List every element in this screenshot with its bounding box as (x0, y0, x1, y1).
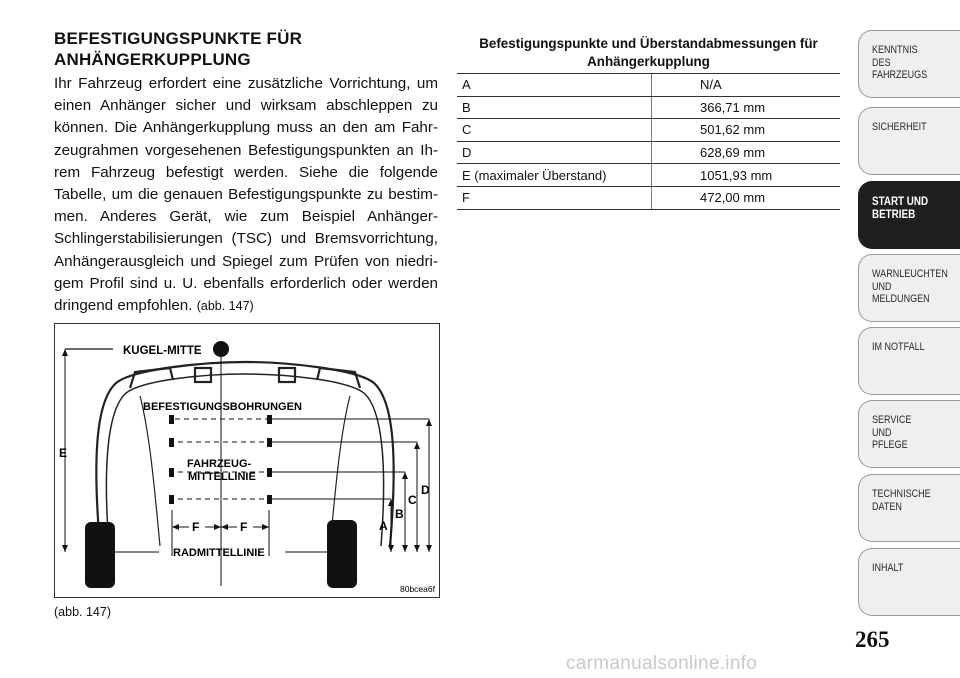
centerline-label-2: MITTELLINIE (188, 471, 256, 483)
row-label: A (457, 74, 652, 97)
tab-technische-daten[interactable] (858, 474, 960, 542)
dimension-e-label: E (59, 446, 68, 460)
ball-center-label: KUGEL-MITTE (123, 345, 202, 357)
body-paragraph (54, 73, 438, 317)
tab-label: INHALT (872, 562, 904, 574)
tab-label: START UND BETRIEB (872, 194, 929, 221)
tab-label: IM NOTFALL (872, 341, 925, 353)
figure-reference: (abb. 147) (196, 299, 254, 314)
row-label: F (457, 186, 652, 209)
table-row (457, 186, 840, 209)
section-heading: BEFESTIGUNGSPUNKTE FÜR ANHÄNGERKUPPLUNG (54, 29, 303, 69)
watermark: carmanualsonline.info (566, 653, 758, 674)
tab-label: KENNTNIS DES FAHRZEUGS (872, 44, 928, 81)
table-header: Befestigungspunkte und Überstandabmessungen für Anhängerkupplung (457, 33, 840, 74)
mount-holes-label: BEFESTIGUNGSBOHRUNGEN (143, 401, 302, 413)
tab-label: SERVICE UND PFLEGE (872, 414, 912, 451)
dimension-b-label: B (395, 507, 404, 521)
table-row (457, 74, 840, 97)
dimension-f-left-label: F (192, 520, 200, 534)
table-row (457, 96, 840, 119)
row-value: 501,62 mm (652, 119, 841, 142)
wheel-centerline-label: RADMITTELLINIE (173, 547, 265, 559)
row-value: N/A (652, 74, 841, 97)
row-value: 1051,93 mm (652, 164, 841, 187)
centerline-label-1: FAHRZEUG- (187, 458, 252, 470)
row-label: D (457, 141, 652, 164)
tab-im-notfall[interactable] (858, 327, 960, 395)
tab-sicherheit[interactable] (858, 107, 960, 175)
right-tire-icon (327, 520, 357, 588)
dimension-f-right-label: F (240, 520, 248, 534)
ball-center-icon (213, 341, 229, 357)
tab-label: WARNLEUCHTEN UND MELDUNGEN (872, 268, 948, 305)
page-number: 265 (855, 627, 890, 652)
vehicle-outline (96, 362, 393, 546)
hitch-dimensions-table (457, 33, 840, 210)
row-label: C (457, 119, 652, 142)
row-value: 472,00 mm (652, 186, 841, 209)
figure-code: 80bcea6f (400, 584, 435, 594)
row-value: 366,71 mm (652, 96, 841, 119)
tab-label: SICHERHEIT (872, 121, 927, 133)
hitch-diagram (54, 323, 440, 598)
table-row (457, 141, 840, 164)
tab-warnleuchten-und-meldungen[interactable] (858, 254, 960, 322)
row-value: 628,69 mm (652, 141, 841, 164)
body-text: Ihr Fahrzeug erfordert eine zusätzliche Vorrichtung, um einen Anhänger sicher und wirksam abschleppen zu können. Die Anhängerkupplung muss an den am Fahrzeugrahmen vorgesehenen Befestigungspunkten an Ihrem Fahrzeug befestigt werden. Siehe die folgende Tabelle, um die genauen Befestigungspunkte zu bestimmen. Anderes Gerät, wie zum Beispiel Anhänger-Schlingerstabilisierungen (TSC) und Bremsvorrichtung, Anhängerausgleich und Spiegel zum Prüfen von niedrigem Profil sind u. U. ebenfalls erforderlich oder werden dringend empfohlen. (54, 75, 438, 315)
tab-start-und-betrieb[interactable] (858, 181, 960, 249)
dimension-c-label: C (408, 493, 417, 507)
tab-service-und-pflege[interactable] (858, 400, 960, 468)
dimension-a-label: A (379, 519, 388, 533)
table-row (457, 119, 840, 142)
tab-inhalt[interactable] (858, 548, 960, 616)
table-row (457, 164, 840, 187)
tab-kenntnis-des-fahrzeugs[interactable] (858, 30, 960, 98)
dimension-d-label: D (421, 483, 430, 497)
row-label: B (457, 96, 652, 119)
left-tire-icon (85, 522, 115, 588)
tab-label: TECHNISCHE DATEN (872, 488, 931, 513)
figure-caption: (abb. 147) (54, 605, 111, 619)
row-label: E (maximaler Überstand) (457, 164, 652, 187)
